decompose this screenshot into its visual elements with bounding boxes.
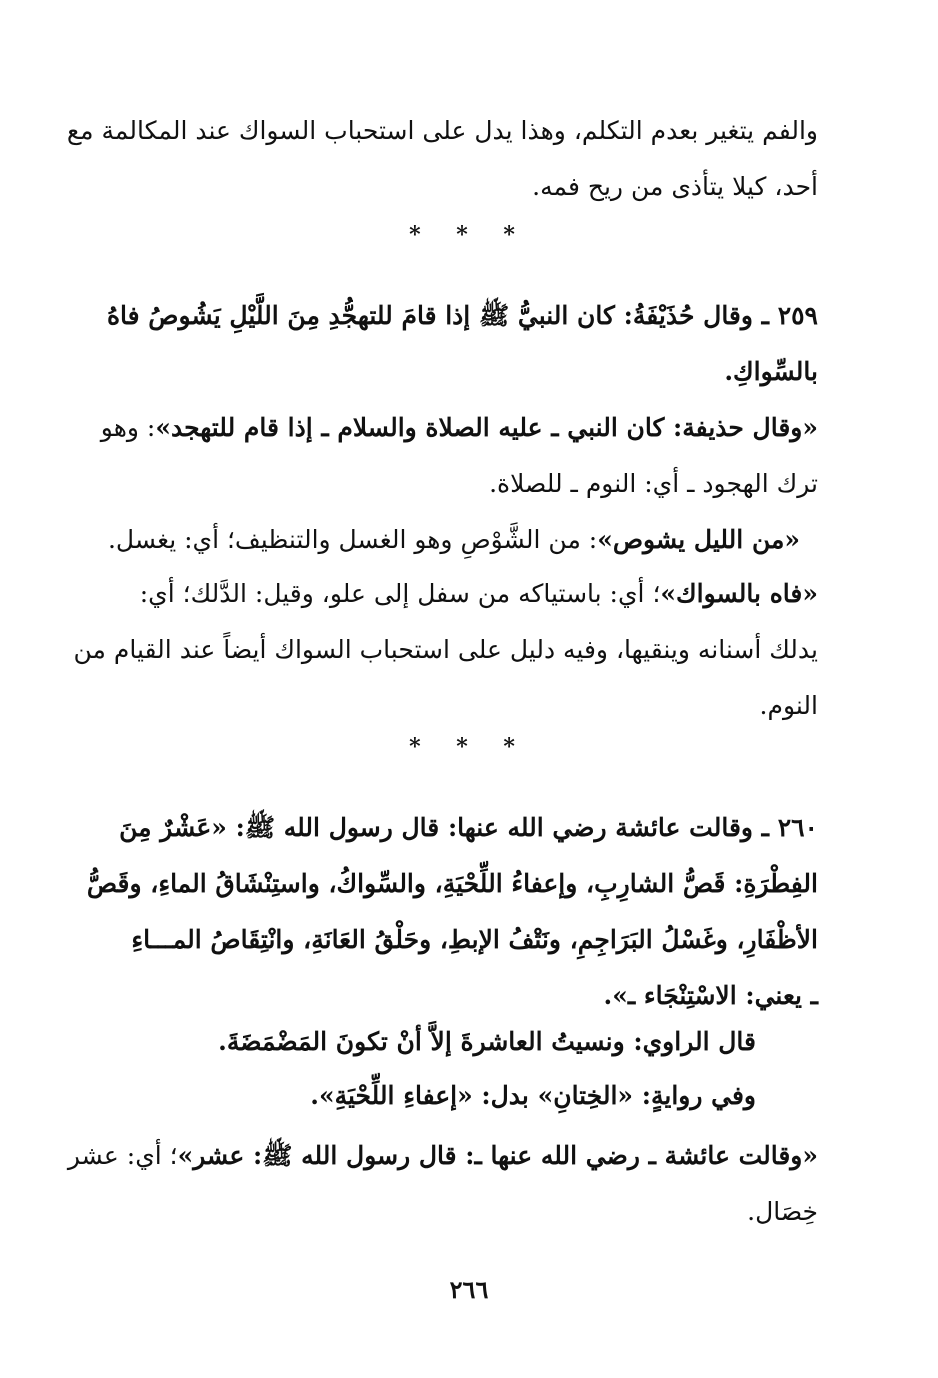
hadith-line: بالسِّواكِ. bbox=[724, 357, 818, 386]
commentary-text: ؛ أي: عشر bbox=[67, 1141, 178, 1170]
hadith-line: الأظْفَارِ، وغَسْلُ البَرَاجِمِ، ونَتْفُ الإبطِ، وحَلْقُ العَانَةِ، وانْتِقَاصُ المـــاءِ bbox=[131, 925, 818, 954]
commentary-text: : من الشَّوْصِ وهو الغسل والتنظيف؛ أي: يغسل. bbox=[107, 525, 598, 554]
hadith-line: ٢٥٩ ـ وقال حُذَيْفَةُ: كان النبيُّ ﷺ إذا قامَ للتهجُّدِ مِنَ اللَّيْلِ يَشُوصُ فاهُ bbox=[106, 301, 818, 330]
hadith-line: الفِطْرَةِ: قَصُّ الشارِبِ، وإعفاءُ اللِّحْيَةِ، والسِّواكُ، واستِنْشَاقُ الماءِ، وقَصُّ bbox=[86, 869, 818, 898]
commentary-text: ترك الهجود ـ أي: النوم ـ للصلاة. bbox=[489, 469, 818, 498]
commentary-text: النوم. bbox=[759, 691, 818, 720]
variant-note: وفي روايةٍ: «الخِتانِ» بدل: «إعفاءِ اللِّحْيَةِ». bbox=[310, 1081, 756, 1110]
page-number: ٢٦٦ bbox=[449, 1275, 489, 1304]
text-line: والفم يتغير بعدم التكلم، وهذا يدل على استحباب السواك عند المكالمة مع bbox=[66, 116, 818, 145]
commentary-259-p3 bbox=[73, 566, 818, 734]
hadith-260 bbox=[86, 800, 818, 1024]
hadith-line: ـ يعني: الاسْتِنْجَاء ـ». bbox=[603, 981, 818, 1010]
quoted-phrase: «من الليل يشوص» bbox=[597, 525, 800, 554]
section-separator: * * * bbox=[409, 734, 529, 760]
text-line: أحد، كيلا يتأذى من ريح فمه. bbox=[532, 172, 818, 201]
hadith-line: ٢٦٠ ـ وقالت عائشة رضي الله عنها: قال رسول الله ﷺ: «عَشْرٌ مِنَ bbox=[119, 813, 818, 842]
commentary-259-p2 bbox=[105, 512, 800, 568]
commentary-text: يدلك أسنانه وينقيها، وفيه دليل على استحباب السواك أيضاً عند القيام من bbox=[73, 635, 818, 664]
paragraph-intro bbox=[66, 103, 818, 215]
commentary-text: : وهو bbox=[100, 413, 156, 442]
commentary-text: خِصَال. bbox=[747, 1197, 818, 1226]
quoted-phrase: «وقالت عائشة ـ رضي الله عنها ـ: قال رسول الله ﷺ: عشر» bbox=[177, 1141, 818, 1170]
hadith-259 bbox=[105, 288, 818, 400]
commentary-259-p1 bbox=[100, 400, 818, 512]
commentary-text: ؛ أي: باستياكه من سفل إلى علو، وقيل: الدَّلك؛ أي: bbox=[139, 579, 661, 608]
quoted-phrase: «وقال حذيفة: كان النبي ـ عليه الصلاة والسلام ـ إذا قام للتهجد» bbox=[155, 413, 818, 442]
quoted-phrase: «فاه بالسواك» bbox=[660, 579, 818, 608]
narrator-note: قال الراوي: ونسيتُ العاشرةَ إلاَّ أنْ تكونَ المَضْمَضَةَ. bbox=[218, 1027, 756, 1056]
section-separator: * * * bbox=[409, 222, 529, 248]
commentary-260 bbox=[67, 1128, 818, 1240]
